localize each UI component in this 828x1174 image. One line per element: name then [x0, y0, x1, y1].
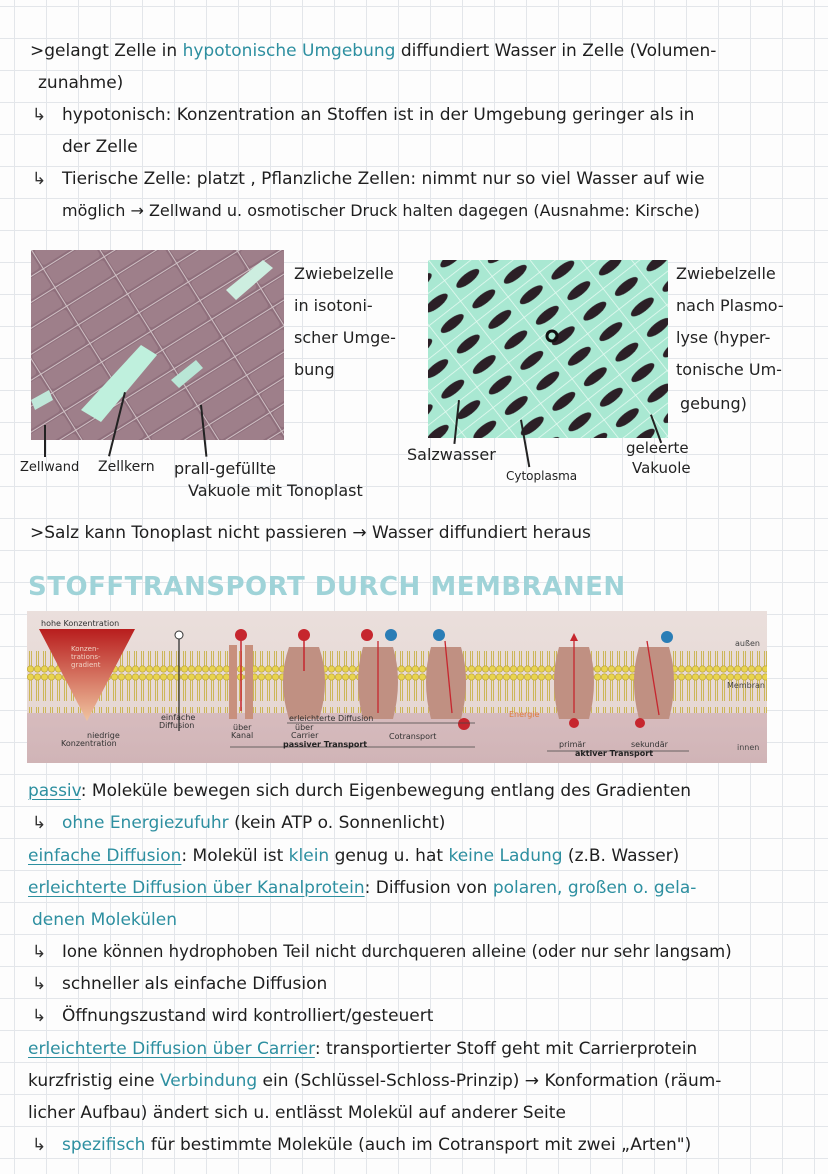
caption-plasmolysis-4: tonische Um-: [676, 360, 782, 379]
caption-plasmolysis-5: gebung): [680, 394, 747, 413]
onion-cells-plasmolysis-photo: [428, 260, 668, 438]
bottom-line-10: kurzfristig eine Verbindung ein (Schlüssel-Schloss-Prinzip) → Konformation (räum-: [28, 1071, 722, 1091]
return-arrow-icon: ↳: [32, 169, 47, 189]
note-line-2: zunahme): [38, 73, 124, 93]
membrane-transport-diagram: [27, 611, 767, 763]
onion-cells-isotonic-image: [31, 250, 284, 440]
diagram-gradient-2: trations-: [71, 653, 101, 661]
bottom-line-3: einfache Diffusion: Molekül ist klein genug u. hat keine Ladung (z.B. Wasser): [28, 846, 680, 866]
label-vakuole-line-2: Vakuole mit Tonoplast: [188, 481, 363, 500]
diagram-gradient-1: Konzen-: [71, 645, 99, 653]
note-line-4: der Zelle: [62, 137, 138, 157]
bottom-line-5: denen Molekülen: [32, 910, 177, 930]
channel-protein: [229, 645, 237, 719]
caption-plasmolysis-1: Zwiebelzelle: [676, 264, 776, 283]
diagram-channel-1: über: [233, 723, 252, 732]
caption-isotonic-1: Zwiebelzelle: [294, 264, 394, 283]
diagram-energy: Energie: [509, 710, 540, 719]
return-arrow-icon: ↳: [32, 1006, 47, 1026]
label-zellwand: Zellwand: [20, 460, 80, 475]
return-arrow-icon: ↳: [32, 974, 47, 994]
section-heading: STOFFTRANSPORT DURCH MEMBRANEN: [28, 572, 626, 602]
note-line-5: ↳ Tierische Zelle: platzt , Pflanzliche Zellen: nimmt nur so viel Wasser auf wie: [32, 169, 705, 189]
caption-isotonic-4: bung: [294, 360, 335, 379]
label-zellkern: Zellkern: [98, 459, 155, 475]
diagram-inside: innen: [737, 743, 760, 752]
label-vakuole-line-1: prall-gefüllte: [174, 459, 276, 478]
onion-cells-plasmolysis-image: [428, 260, 668, 438]
return-arrow-icon: ↳: [32, 942, 47, 962]
return-arrow-icon: ↳: [32, 813, 47, 833]
bottom-line-7: ↳ schneller als einfache Diffusion: [32, 974, 328, 994]
bottom-line-6: ↳ Ione können hydrophoben Teil nicht durchqueren alleine (oder nur sehr langsam): [32, 942, 732, 962]
diagram-low-conc-2: Konzentration: [61, 739, 117, 748]
caption-plasmolysis-2: nach Plasmo-: [676, 296, 784, 315]
diagram-simple-1: einfache: [161, 713, 196, 722]
diagram-low-conc-1: niedrige: [87, 731, 120, 740]
label-salzwasser: Salzwasser: [407, 445, 496, 464]
pointer-line-zellwand: [44, 425, 46, 457]
bottom-line-8: ↳ Öffnungszustand wird kontrolliert/gesteuert: [32, 1006, 434, 1026]
onion-cells-isotonic-photo: [31, 250, 284, 440]
return-arrow-icon: ↳: [32, 1135, 47, 1155]
diagram-carrier-1: über: [295, 723, 314, 732]
return-arrow-icon: ↳: [32, 105, 47, 125]
label-vakuole-right: Vakuole: [632, 459, 691, 477]
diagram-cotransport: Cotransport: [389, 732, 437, 741]
caption-plasmolysis-3: lyse (hyper-: [676, 328, 771, 347]
bottom-line-1: passiv: Moleküle bewegen sich durch Eigenbewegung entlang des Gradienten: [28, 781, 692, 801]
diagram-secondary: sekundär: [631, 740, 668, 749]
bottom-line-11: licher Aufbau) ändert sich u. entlässt Molekül auf anderer Seite: [28, 1103, 566, 1123]
label-geleerte: geleerte: [626, 439, 689, 457]
bottom-line-2: ↳ ohne Energiezufuhr (kein ATP o. Sonnenlicht): [32, 813, 446, 833]
molecule-red: [235, 629, 247, 641]
diagram-carrier-2: Carrier: [291, 731, 319, 740]
diagram-passive: passiver Transport: [283, 740, 368, 749]
caption-isotonic-2: in isotoni-: [294, 296, 373, 315]
note-line-3: ↳ hypotonisch: Konzentration an Stoffen ist in der Umgebung geringer als in: [32, 105, 695, 125]
diagram-membrane: Membran: [727, 681, 765, 690]
bottom-line-12: ↳ spezifisch für bestimmte Moleküle (auch im Cotransport mit zwei „Arten"): [32, 1135, 692, 1155]
diagram-channel-2: Kanal: [231, 731, 254, 740]
salt-note: >Salz kann Tonoplast nicht passieren → Wasser diffundiert heraus: [30, 523, 591, 543]
diagram-facilitated: erleichterte Diffusion: [289, 714, 374, 723]
caption-isotonic-3: scher Umge-: [294, 328, 396, 347]
diagram-active: aktiver Transport: [575, 749, 654, 758]
label-cytoplasma: Cytoplasma: [506, 469, 578, 483]
diagram-primary: primär: [559, 740, 586, 749]
diagram-outside: außen: [735, 639, 761, 648]
diagram-gradient-3: gradient: [71, 661, 101, 669]
molecule-blue: [385, 629, 397, 641]
note-line-1: >gelangt Zelle in hypotonische Umgebung diffundiert Wasser in Zelle (Volumen-: [30, 41, 717, 61]
diagram-simple-2: Diffusion: [159, 721, 195, 730]
note-line-6: möglich → Zellwand u. osmotischer Druck halten dagegen (Ausnahme: Kirsche): [62, 201, 700, 220]
bottom-line-9: erleichterte Diffusion über Carrier: transportierter Stoff geht mit Carrierprotein: [28, 1039, 698, 1059]
bottom-line-4: erleichterte Diffusion über Kanalprotein: Diffusion von polaren, großen o. gela-: [28, 878, 697, 898]
diagram-high-conc: hohe Konzentration: [41, 619, 120, 628]
